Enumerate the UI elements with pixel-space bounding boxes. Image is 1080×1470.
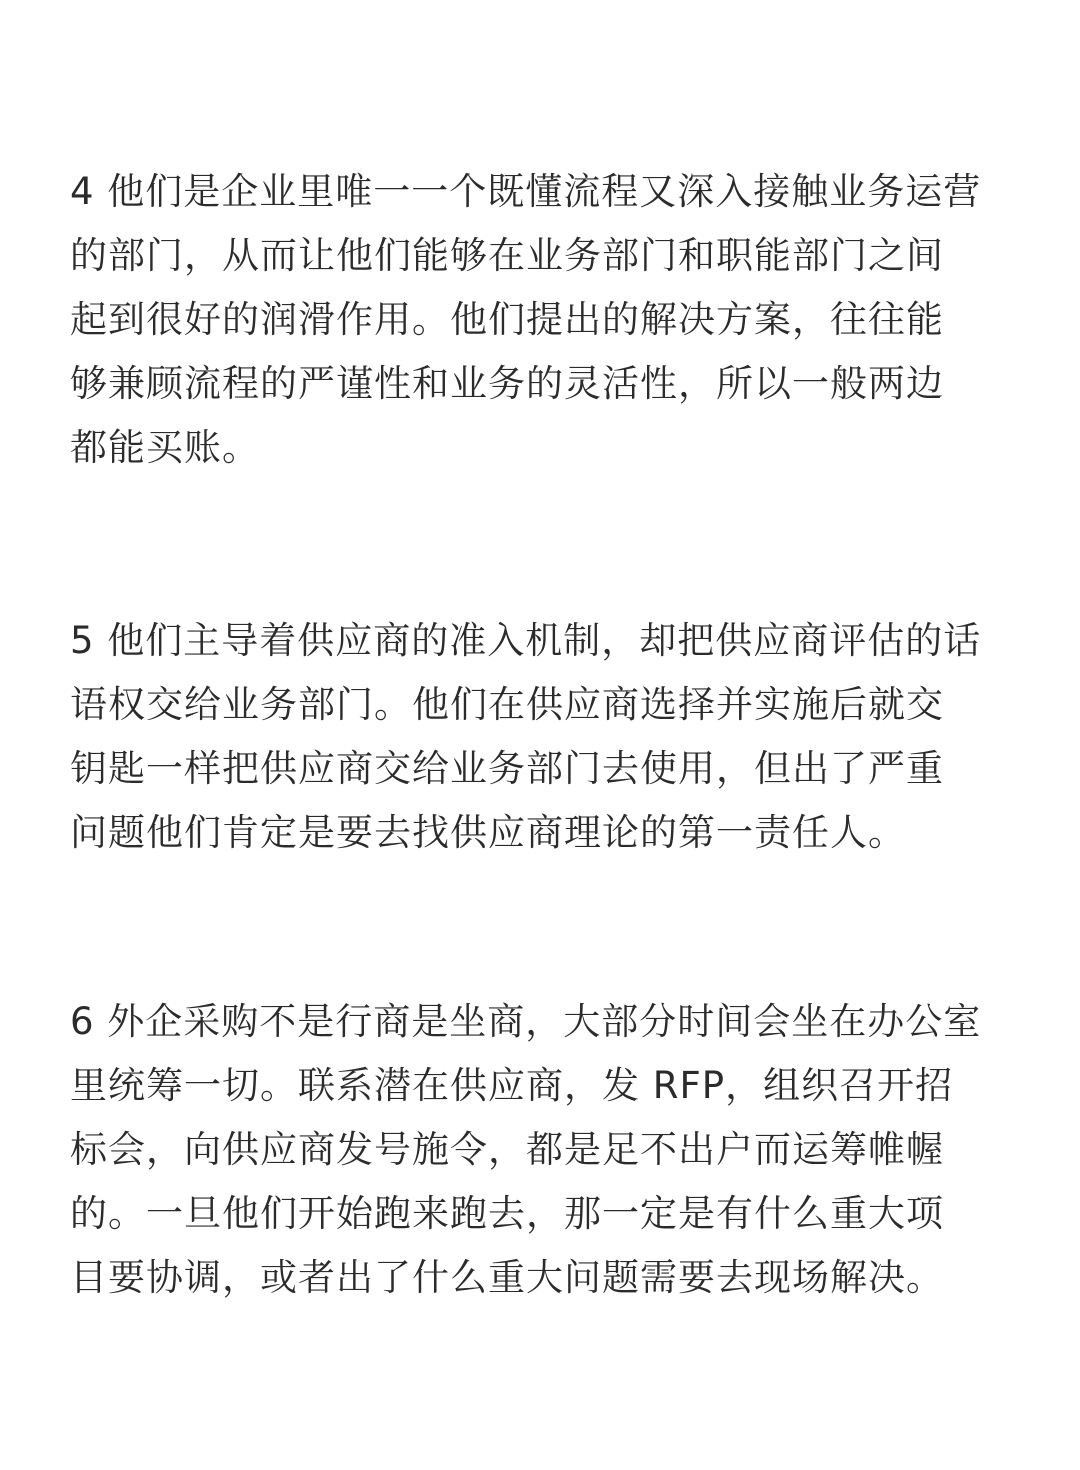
- paragraph-line: 问题他们肯定是要去找供应商理论的第一责任人。: [70, 811, 906, 854]
- paragraph-line: 的。一旦他们开始跑来跑去，那一定是有什么重大项: [70, 1192, 944, 1235]
- paragraph-line: 起到很好的润滑作用。他们提出的解决方案，往往能: [70, 298, 944, 341]
- paragraph-4: [70, 160, 1020, 480]
- paragraph-line: 的部门，从而让他们能够在业务部门和职能部门之间: [70, 234, 944, 277]
- paragraph-line: 6 外企采购不是行商是坐商，大部分时间会坐在办公室: [70, 1000, 982, 1043]
- paragraph-line: 够兼顾流程的严谨性和业务的灵活性，所以一般两边: [70, 362, 944, 405]
- paragraph-line: 钥匙一样把供应商交给业务部门去使用，但出了严重: [70, 747, 944, 790]
- paragraph-line: 都能买账。: [70, 426, 260, 469]
- paragraph-6: [70, 990, 1020, 1310]
- paragraph-line: 标会，向供应商发号施令，都是足不出户而运筹帷幄: [70, 1128, 944, 1171]
- paragraph-line: 目要协调，或者出了什么重大问题需要去现场解决。: [70, 1256, 944, 1299]
- paragraph-line: 4 他们是企业里唯一一个既懂流程又深入接触业务运营: [70, 170, 982, 213]
- paragraph-line: 语权交给业务部门。他们在供应商选择并实施后就交: [70, 683, 944, 726]
- paragraph-line: 里统筹一切。联系潜在供应商，发 RFP，组织召开招: [70, 1064, 954, 1107]
- paragraph-line: 5 他们主导着供应商的准入机制，却把供应商评估的话: [70, 619, 982, 662]
- paragraph-5: [70, 609, 1020, 865]
